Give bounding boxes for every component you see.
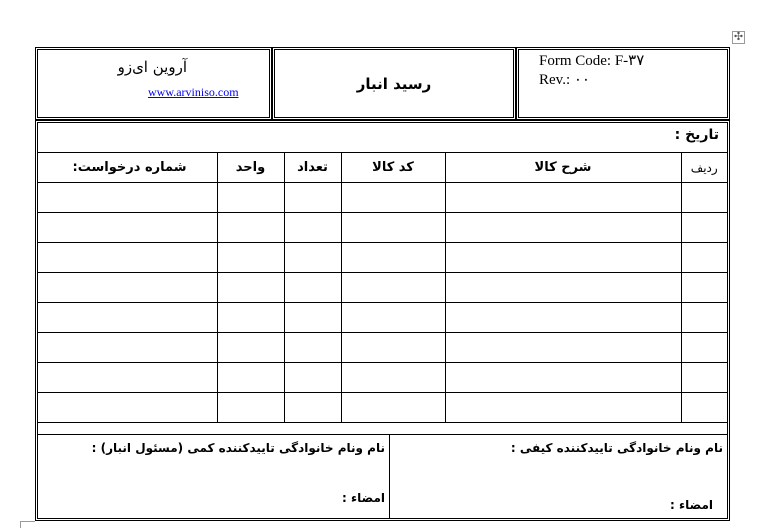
cell-quantity[interactable] <box>284 183 341 213</box>
column-header-row-no: ردیف <box>681 153 727 183</box>
company-name: آروین ای‌زو <box>117 58 187 76</box>
cell-row-no[interactable] <box>681 243 727 273</box>
cell-quantity[interactable] <box>284 393 341 423</box>
cell-row-no[interactable] <box>681 183 727 213</box>
cell-item-code[interactable] <box>341 393 445 423</box>
quality-signature-label: امضاء : <box>670 498 713 512</box>
cell-row-no[interactable] <box>681 213 727 243</box>
cell-row-no[interactable] <box>681 273 727 303</box>
cell-item-code[interactable] <box>341 333 445 363</box>
column-header-request-no: شماره درخواست: <box>38 153 217 183</box>
quantity-approver-cell[interactable] <box>38 435 390 519</box>
quality-approver-cell[interactable] <box>390 435 727 519</box>
form-revision: Rev.: ۰۰ <box>539 72 590 88</box>
form-title: رسید انبار <box>356 75 432 93</box>
cell-quantity[interactable] <box>284 213 341 243</box>
cell-request-no[interactable] <box>38 213 217 243</box>
website-link[interactable]: www.arviniso.com <box>148 85 239 99</box>
table-row <box>38 363 727 393</box>
cell-item-code[interactable] <box>341 303 445 333</box>
cell-item-code[interactable] <box>341 243 445 273</box>
table-header-row <box>38 153 727 183</box>
table-row <box>38 243 727 273</box>
cell-description[interactable] <box>445 273 681 303</box>
table-row <box>38 393 727 423</box>
cell-unit[interactable] <box>217 393 284 423</box>
date-label: تاریخ : <box>674 127 719 143</box>
cell-request-no[interactable] <box>38 363 217 393</box>
cell-quantity[interactable] <box>284 273 341 303</box>
column-header-description: شرح کالا <box>445 153 681 183</box>
cell-description[interactable] <box>445 333 681 363</box>
cell-description[interactable] <box>445 243 681 273</box>
approval-footer <box>38 434 727 519</box>
cell-quantity[interactable] <box>284 303 341 333</box>
cell-request-no[interactable] <box>38 393 217 423</box>
header-title-cell <box>272 47 516 120</box>
table-row <box>38 213 727 243</box>
cell-item-code[interactable] <box>341 213 445 243</box>
cell-item-code[interactable] <box>341 363 445 393</box>
cell-row-no[interactable] <box>681 333 727 363</box>
cell-request-no[interactable] <box>38 303 217 333</box>
items-table <box>38 152 727 423</box>
header-company-cell <box>35 47 272 120</box>
table-move-handle-icon[interactable]: ✣ <box>733 30 744 43</box>
header-code-cell <box>516 47 730 120</box>
column-header-quantity: تعداد <box>284 153 341 183</box>
cell-description[interactable] <box>445 393 681 423</box>
cell-unit[interactable] <box>217 183 284 213</box>
cell-unit[interactable] <box>217 363 284 393</box>
cell-quantity[interactable] <box>284 363 341 393</box>
cell-description[interactable] <box>445 183 681 213</box>
form-code[interactable]: Form Code: F-۳۷ <box>539 53 645 69</box>
table-row <box>38 273 727 303</box>
cell-row-no[interactable] <box>681 363 727 393</box>
cell-unit[interactable] <box>217 303 284 333</box>
cell-description[interactable] <box>445 303 681 333</box>
quantity-signature-label: امضاء : <box>342 491 385 505</box>
table-row <box>38 333 727 363</box>
cell-request-no[interactable] <box>38 243 217 273</box>
cell-item-code[interactable] <box>341 183 445 213</box>
quality-approver-label: نام ونام خانوادگی تاییدکننده کیفی : <box>510 441 723 455</box>
cell-unit[interactable] <box>217 333 284 363</box>
cell-row-no[interactable] <box>681 303 727 333</box>
cell-row-no[interactable] <box>681 393 727 423</box>
cell-unit[interactable] <box>217 243 284 273</box>
column-header-item-code: کد کالا <box>341 153 445 183</box>
cell-quantity[interactable] <box>284 333 341 363</box>
cell-quantity[interactable] <box>284 243 341 273</box>
cell-item-code[interactable] <box>341 273 445 303</box>
cell-description[interactable] <box>445 363 681 393</box>
cell-request-no[interactable] <box>38 273 217 303</box>
table-row <box>38 303 727 333</box>
cell-description[interactable] <box>445 213 681 243</box>
main-form-body <box>35 120 730 521</box>
column-header-unit: واحد <box>217 153 284 183</box>
table-row <box>38 183 727 213</box>
cell-unit[interactable] <box>217 273 284 303</box>
cell-request-no[interactable] <box>38 183 217 213</box>
cell-unit[interactable] <box>217 213 284 243</box>
cell-request-no[interactable] <box>38 333 217 363</box>
quantity-approver-label: نام ونام خانوادگی تاییدکننده کمی (مسئول انبار) : <box>91 441 385 455</box>
